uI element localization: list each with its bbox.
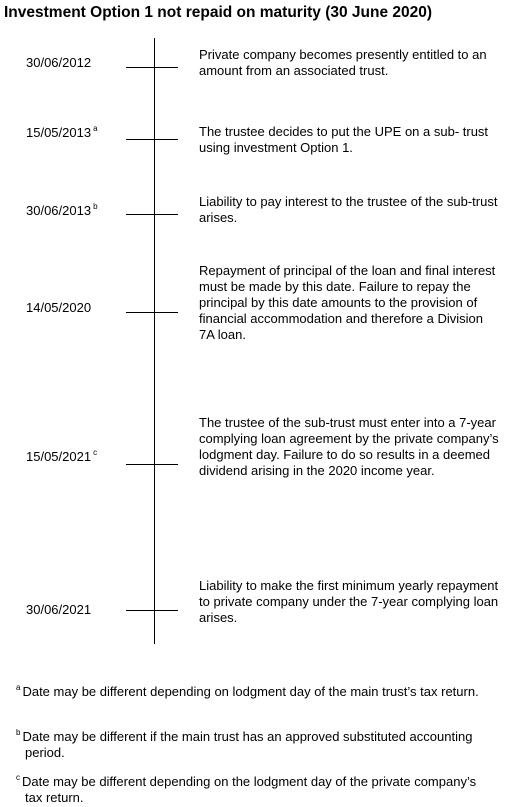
footnote xyxy=(16,725,496,761)
event-date: 15/05/2013 $^a$ xyxy=(26,124,98,140)
footnote-marker: a xyxy=(93,124,98,133)
timeline-axis xyxy=(154,38,155,644)
diagram-title: Investment Option 1 not repaid on maturity (30 June 2020) xyxy=(4,4,433,21)
event-date: 30/06/2013 $^b$ xyxy=(26,202,98,218)
timeline-tick xyxy=(126,214,178,215)
event-description: The trustee of the sub-trust must enter into a 7-year complying loan agreement by the private company’s lodgment day. Failure to do so results in a deemed dividend arising in the 2020 income year. xyxy=(199,415,499,478)
event-description: Liability to make the first minimum yearly repayment to private company under the 7-year complying loan arises. xyxy=(199,578,499,625)
event-date: 14/05/2020 xyxy=(26,300,92,315)
event-date: 30/06/2012 xyxy=(26,55,92,70)
footnote xyxy=(16,770,496,806)
event-description: The trustee decides to put the UPE on a sub- trust using investment Option 1. xyxy=(199,124,489,155)
event-description: Liability to pay interest to the trustee of the sub-trust arises. xyxy=(199,194,498,225)
footnote xyxy=(16,680,496,700)
event-description: Repayment of principal of the loan and final interest must be made by this date. Failure to repay the principal by this date amounts to the provision of financial accommodation and therefore a Division 7A loan. xyxy=(199,263,496,342)
event-date: 15/05/2021 $^c$ xyxy=(26,448,98,464)
footnote-mark: c xyxy=(16,773,20,782)
timeline-tick xyxy=(126,312,178,313)
footnote-marker: c xyxy=(93,448,98,457)
timeline-tick xyxy=(126,139,178,140)
footnote-mark: a xyxy=(16,683,21,692)
footnote-text: Date may be different depending on the lodgment day of the private company’s tax return. xyxy=(22,774,477,805)
footnote-mark: b xyxy=(16,728,21,737)
footnote-marker: b xyxy=(93,202,98,211)
timeline-tick xyxy=(126,464,178,465)
footnote-text: Date may be different if the main trust has an approved substituted accounting period. xyxy=(22,729,473,760)
event-description: Private company becomes presently entitled to an amount from an associated trust. xyxy=(199,47,487,78)
footnote-text: Date may be different depending on lodgment day of the main trust’s tax return. xyxy=(22,684,479,699)
timeline-tick xyxy=(126,67,178,68)
timeline-tick xyxy=(126,610,178,611)
event-date: 30/06/2021 xyxy=(26,602,92,617)
